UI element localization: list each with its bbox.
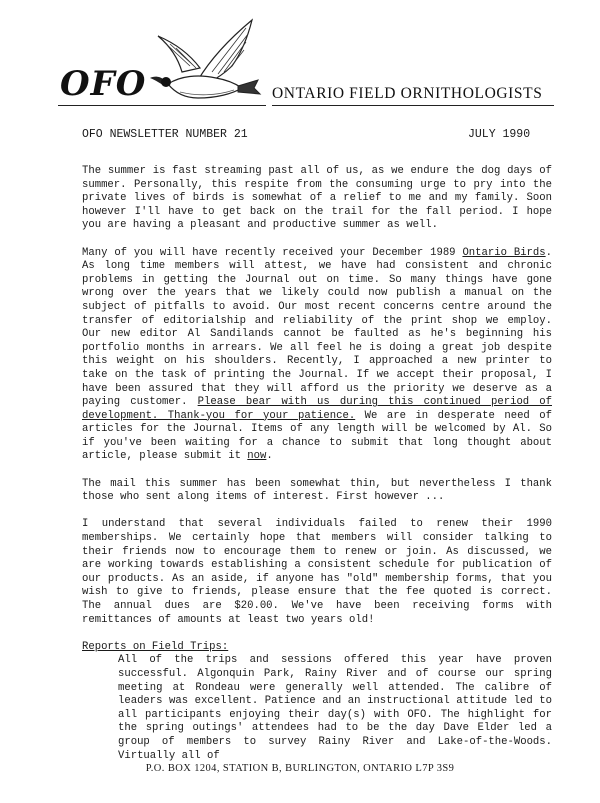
- paragraph-journal-end: .: [266, 450, 273, 463]
- paragraph-journal-text-c: We are in desperate need of articles for the Journal. Items of any length will be welcomed by Al. So if you've been waiting for a chance to submit that long thought about article, please submit it: [82, 409, 552, 463]
- ontario-birds-title: Ontario Birds: [462, 246, 546, 259]
- paragraph-journal-text-b: . As long time members will attest, we have had consistent and chronic problems in getting the Journal out on time. So many things have gone wrong over the years that we likely could now publish a manual on the subject of pitfalls to avoid. Our most recent concerns centre around the transfer of editorialship and reliability of the print shop we employ. Our new editor Al Sandilands cannot be faulted as he's beginning his portfolio months in arrears. We all feel he is doing a great job despite this weight on his shoulders. Recently, I approached a new printer to take on the task of printing the Journal. If we accept their proposal, I have been assured that they will afford us the priority we deserve as a paying customer.: [82, 246, 552, 409]
- now-emphasis: now: [247, 450, 267, 463]
- ofo-logo-text: OFO: [60, 64, 147, 104]
- paragraph-journal: [82, 247, 552, 465]
- paragraph-membership: I understand that several individuals failed to renew their 1990 memberships. We certainly hope that members will consider talking to their friends now to encourage them to renew or join. As discussed, we are working towards establishing a consistent schedule for publication of our products. As an aside, if anyone has "old" membership forms, that you wish to give to friends, please ensure that the fee quoted is correct. The annual dues are $20.00. We've have been receiving forms with remittances of amounts at least two years old!: [82, 518, 552, 626]
- paragraph-summer: The summer is fast streaming past all of us, as we endure the dog days of summer. Personally, this respite from the consuming urge to pry into the private lives of birds is somewhat of a relief to me and my family. Soon however I'll have to get back on the trail for the fall period. I hope you are having a pleasant and productive summer as well.: [82, 165, 552, 232]
- patience-notice: Please bear with us during this continued period of development. Thank-you for your patience.: [82, 396, 552, 422]
- letterhead: [0, 0, 600, 120]
- mailing-address: P.O. BOX 1204, STATION B, BURLINGTON, ONTARIO L7P 3S9: [145, 763, 455, 774]
- paragraph-journal-text-a: Many of you will have recently received your December 1989: [82, 246, 463, 259]
- org-name-rule: [272, 105, 554, 106]
- field-trips-text: All of the trips and sessions offered this year have proven successful. Algonquin Park, Rainy River and of course our spring meeting at Rondeau were generally well attended. The calibre of leaders was excellent. Patience and an instructional attitude led to all participants enjoying their day(s) with OFO. The highlight for the spring outings' attendees had to be the day Dave Elder led a group of members to survey Rainy River and Lake-of-the-Woods. Virtually all of: [118, 654, 552, 762]
- paragraph-mail: The mail this summer has been somewhat thin, but nevertheless I thank those who sent along items of interest. First however ...: [82, 477, 552, 504]
- organization-name: ONTARIO FIELD ORNITHOLOGISTS: [272, 85, 543, 102]
- gull-logo-icon: [150, 14, 280, 114]
- newsletter-number: OFO NEWSLETTER NUMBER 21: [82, 128, 248, 141]
- newsletter-body: [82, 165, 552, 763]
- field-trips-heading: Reports on Field Trips:: [82, 640, 229, 653]
- newsletter-date: JULY 1990: [468, 128, 531, 141]
